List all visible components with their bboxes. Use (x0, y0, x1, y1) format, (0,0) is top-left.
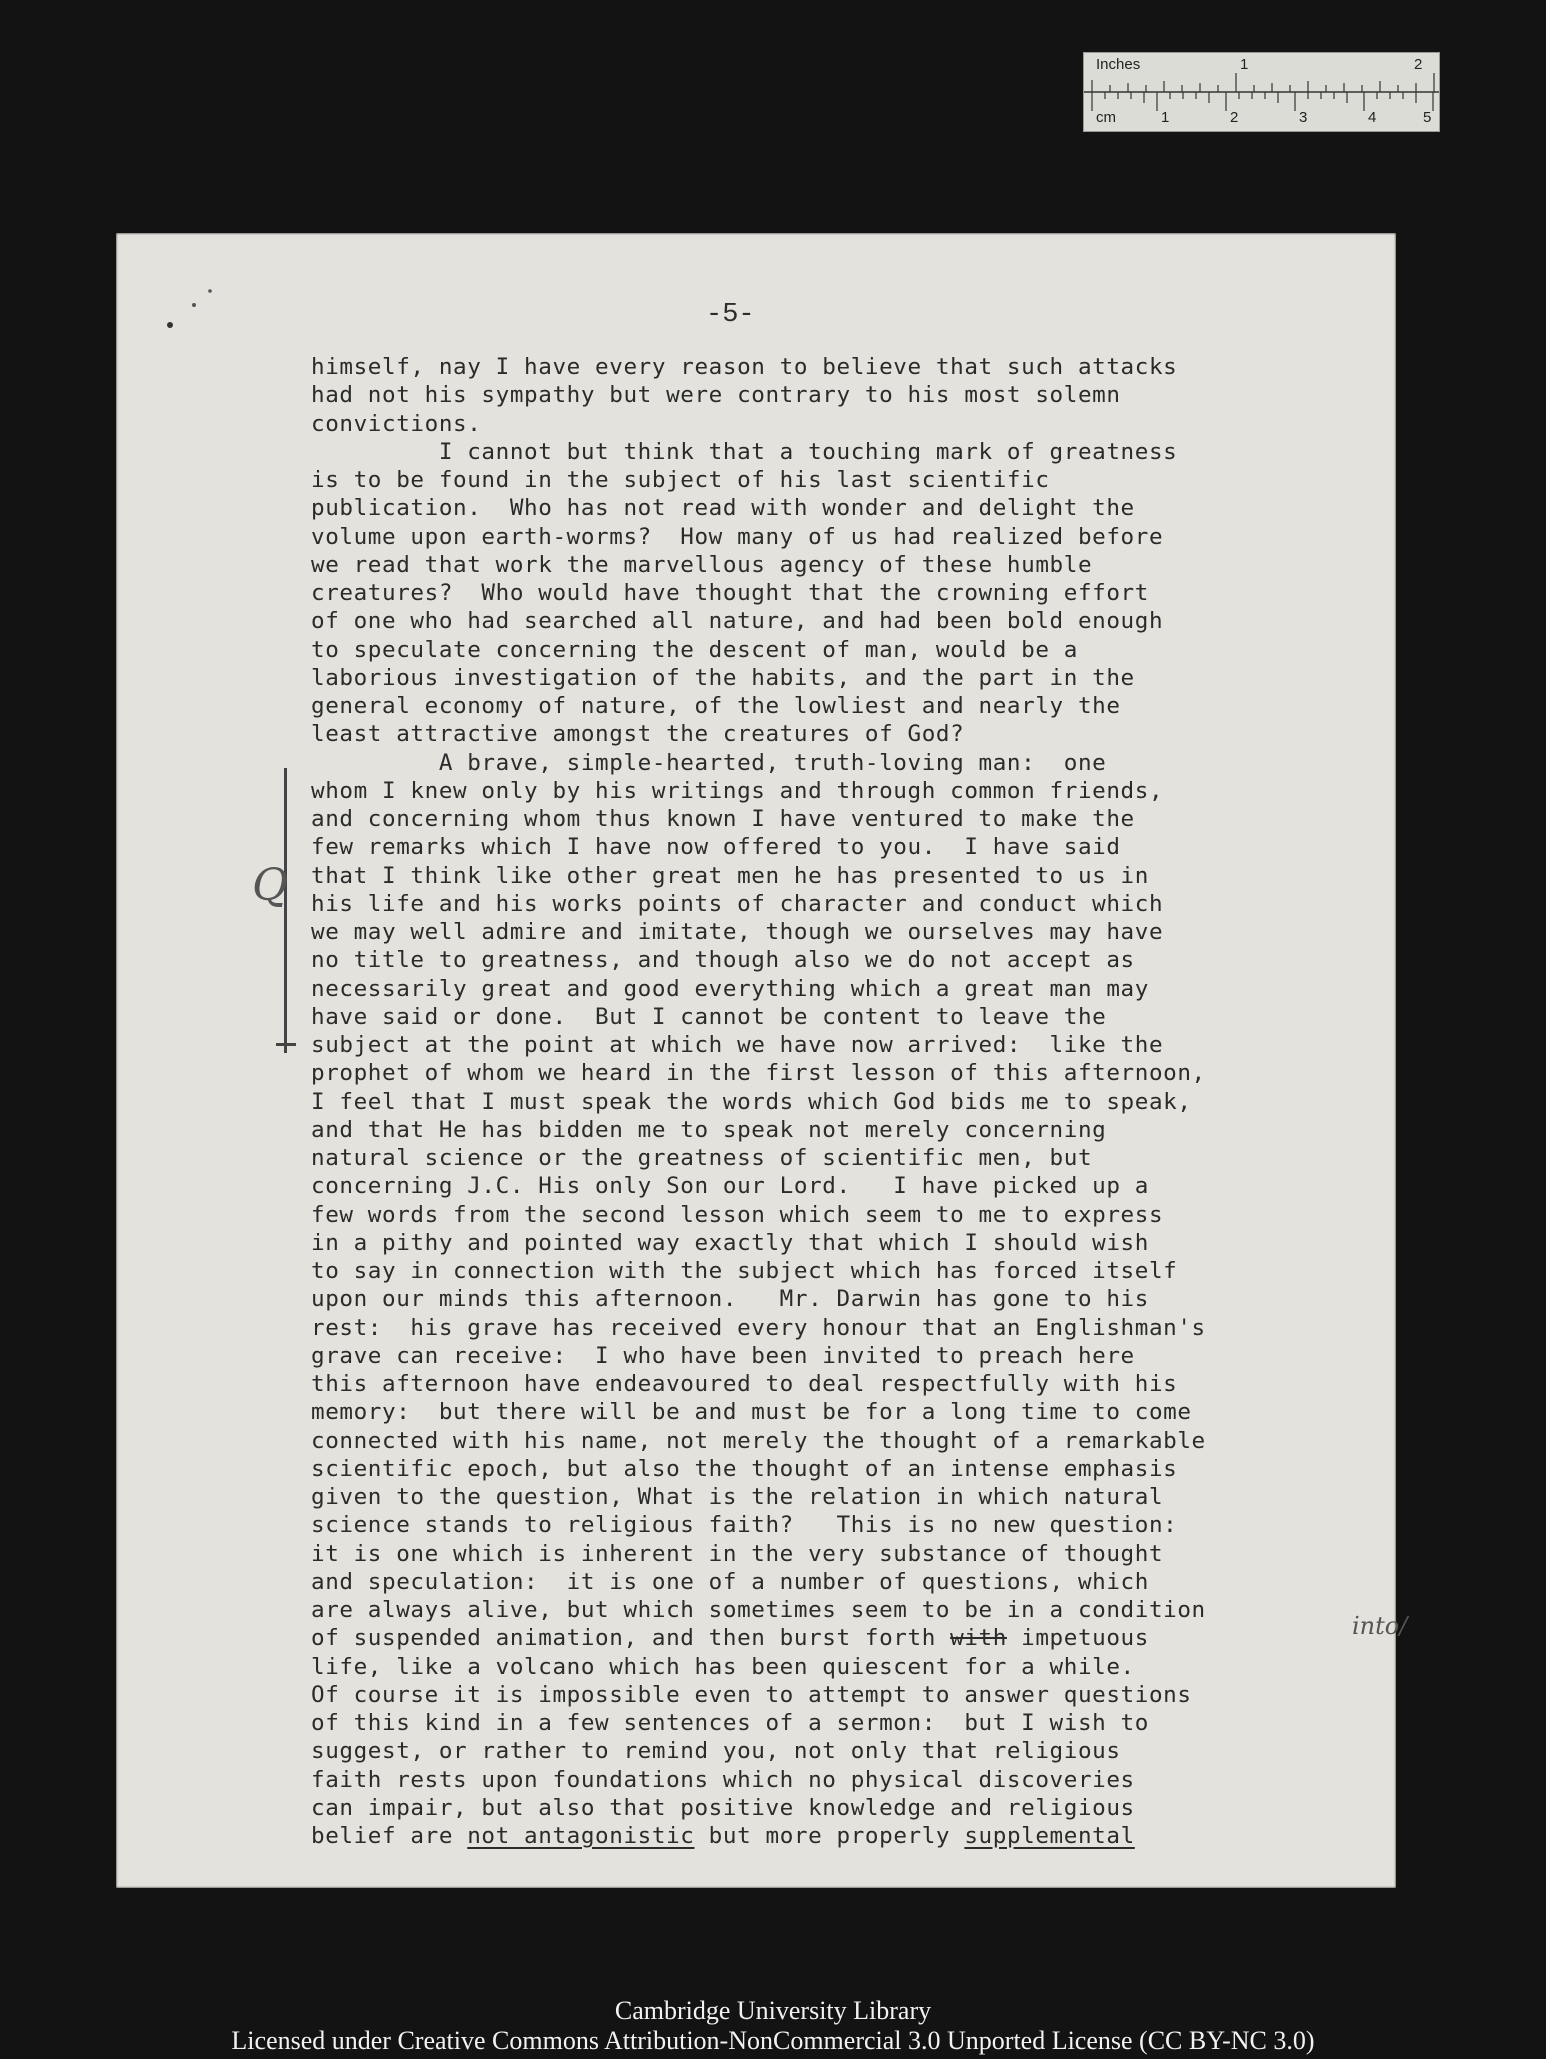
text-line: whom I knew only by his writings and through common friends, (311, 777, 1164, 804)
paper-specks (160, 285, 220, 335)
text-line: connected with his name, not merely the thought of a remarkable (311, 1427, 1206, 1454)
ruler-cm-mark: 1 (1161, 109, 1170, 126)
text-line: rest: his grave has received every honour that an Englishman's (311, 1314, 1206, 1341)
text-line: given to the question, What is the relation in which natural (311, 1484, 1164, 1510)
text-line: few remarks which I have now offered to you. I have said (311, 834, 1121, 861)
text-line: are always alive, but which sometimes seem to be in a condition (311, 1597, 1206, 1623)
text-line: life, like a volcano which has been quiescent for a while. (311, 1653, 1135, 1680)
ruler-cm-label: cm (1096, 109, 1116, 126)
text-line: least attractive amongst the creatures of God? (311, 721, 965, 748)
text-line: himself, nay I have every reason to believe that such attacks (311, 354, 1178, 380)
ruler-inch-mark: 1 (1240, 56, 1249, 73)
text-line: have said or done. But I cannot be content to leave the (311, 1003, 1107, 1030)
scale-ruler (1083, 52, 1440, 132)
text-line: to say in connection with the subject which has forced itself (311, 1258, 1178, 1284)
text-line: I feel that I must speak the words which God bids me to speak, (311, 1088, 1192, 1115)
ruler-cm-mark: 5 (1423, 109, 1432, 126)
page-number: -5- (706, 300, 755, 330)
text-line: laborious investigation of the habits, and the part in the (311, 664, 1135, 691)
text-line: few words from the second lesson which seem to me to express (311, 1201, 1164, 1228)
typed-body-text (311, 353, 1361, 1850)
text-line: natural science or the greatness of scientific men, but (311, 1145, 1093, 1171)
text-line: it is one which is inherent in the very substance of thought (311, 1540, 1164, 1567)
text-line: we read that work the marvellous agency of these humble (311, 551, 1093, 578)
text-line: concerning J.C. His only Son our Lord. I have picked up a (311, 1173, 1149, 1200)
text-line: no title to greatness, and though also we do not accept as (311, 947, 1135, 974)
footer-credit (0, 1996, 1546, 2056)
text-line: and concerning whom thus known I have ventured to make the (311, 806, 1135, 832)
text-line: of this kind in a few sentences of a sermon: but I wish to (311, 1710, 1149, 1736)
ruler-inches-label: Inches (1096, 56, 1141, 73)
text-line: grave can receive: I who have been invited to preach here (311, 1342, 1135, 1369)
text-line: convictions. (311, 410, 482, 437)
text-line: upon our minds this afternoon. Mr. Darwin has gone to his (311, 1286, 1149, 1313)
ruler-cm-mark: 3 (1299, 109, 1308, 126)
text-line: is to be found in the subject of his last scientific (311, 467, 1050, 493)
text-line: memory: but there will be and must be for a long time to come (311, 1399, 1192, 1426)
text-line: of one who had searched all nature, and had been bold enough (311, 608, 1164, 635)
text-line: suggest, or rather to remind you, not only that religious (311, 1738, 1121, 1765)
text-line: we may well admire and imitate, though we ourselves may have (311, 919, 1164, 945)
text-line: subject at the point at which we have now arrived: like the (311, 1032, 1164, 1058)
text-line: publication. Who has not read with wonder and delight the (311, 495, 1135, 522)
text-line: scientific epoch, but also the thought of an intense emphasis (311, 1455, 1178, 1482)
text-line: had not his sympathy but were contrary to his most solemn (311, 382, 1121, 409)
margin-annotation-q: Q (252, 860, 289, 911)
ruler-cm-mark: 2 (1230, 109, 1239, 126)
text-line: and that He has bidden me to speak not merely concerning (311, 1116, 1107, 1143)
ruler-cm-mark: 4 (1368, 109, 1377, 126)
text-line: necessarily great and good everything which a great man may (311, 975, 1149, 1002)
footer-line-license: Licensed under Creative Commons Attribution-NonCommercial 3.0 Unported License (CC BY-NC 3.0) (231, 2026, 1315, 2055)
text-line: general economy of nature, of the lowliest and nearly the (311, 693, 1121, 719)
text-line: faith rests upon foundations which no physical discoveries (311, 1766, 1135, 1793)
text-line: and speculation: it is one of a number of questions, which (311, 1568, 1149, 1595)
text-line: A brave, simple-hearted, truth-loving man: one (311, 749, 1107, 776)
text-line: Of course it is impossible even to attempt to answer questions (311, 1681, 1192, 1708)
footer-line-library: Cambridge University Library (614, 1996, 932, 2025)
text-line: I cannot but think that a touching mark of greatness (311, 438, 1178, 465)
margin-annotation-into: into/ (1352, 1612, 1408, 1640)
margin-insert-mark-cross (276, 1043, 296, 1046)
text-line: his life and his works points of character and conduct which (311, 890, 1164, 917)
text-line: volume upon earth-worms? How many of us had realized before (311, 523, 1164, 550)
text-line: belief are not antagonistic but more properly supplemental (311, 1823, 1135, 1849)
text-line: in a pithy and pointed way exactly that which I should wish (311, 1229, 1149, 1256)
text-line: prophet of whom we heard in the first lesson of this afternoon, (311, 1060, 1206, 1087)
text-line: this afternoon have endeavoured to deal respectfully with his (311, 1371, 1178, 1397)
ruler-inch-mark: 2 (1414, 56, 1423, 73)
text-line: to speculate concerning the descent of man, would be a (311, 636, 1078, 663)
text-line: can impair, but also that positive knowledge and religious (311, 1794, 1135, 1821)
text-line: science stands to religious faith? This is no new question: (311, 1512, 1178, 1539)
text-line: of suspended animation, and then burst forth with impetuous (311, 1625, 1149, 1652)
text-line: creatures? Who would have thought that the crowning effort (311, 580, 1149, 606)
text-line: that I think like other great men he has presented to us in (311, 862, 1149, 889)
